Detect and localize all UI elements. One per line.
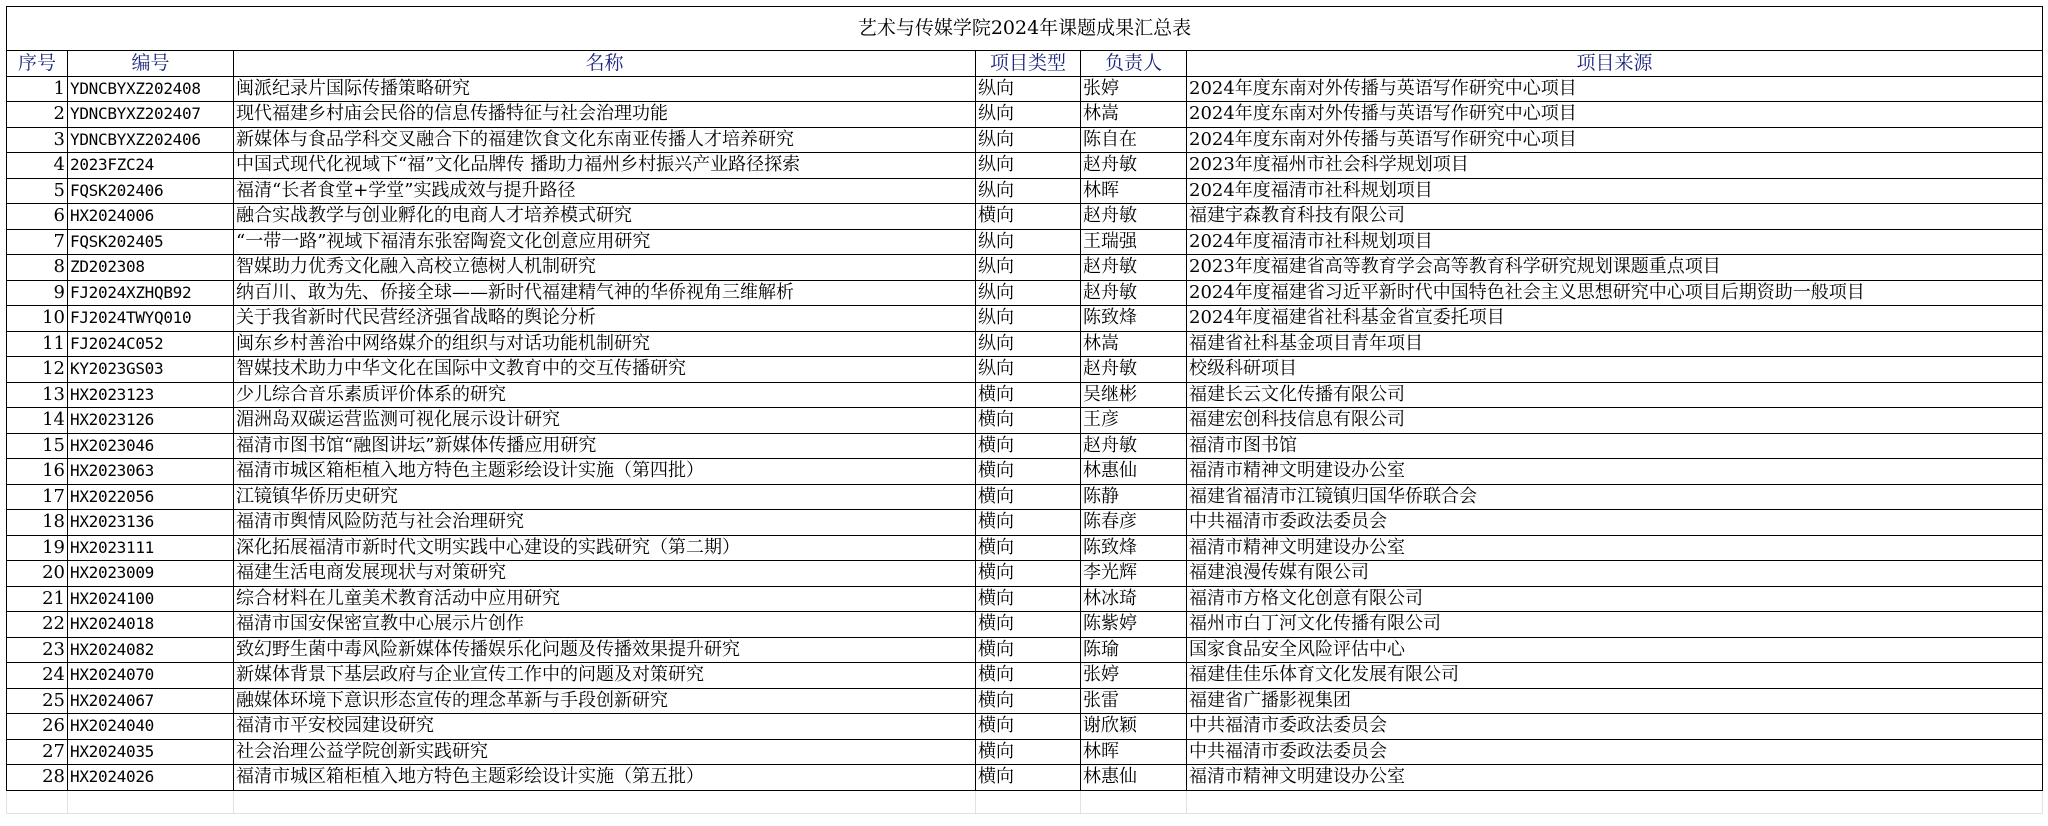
table-row (7, 204, 2043, 230)
cell-type: 横向 (976, 510, 1081, 536)
cell-name: 福清市城区箱柜植入地方特色主题彩绘设计实施（第四批） (234, 459, 976, 485)
cell-name: 新媒体背景下基层政府与企业宣传工作中的问题及对策研究 (234, 663, 976, 689)
table-row (7, 178, 2043, 204)
cell-type: 横向 (976, 459, 1081, 485)
cell-leader: 赵舟敏 (1081, 433, 1187, 459)
cell-type: 横向 (976, 433, 1081, 459)
cell-seq: 24 (7, 663, 68, 689)
cell-type: 纵向 (976, 357, 1081, 383)
cell-leader: 张雷 (1081, 688, 1187, 714)
cell-name: 关于我省新时代民营经济强省战略的舆论分析 (234, 306, 976, 332)
cell-seq: 5 (7, 178, 68, 204)
cell-source: 国家食品安全风险评估中心 (1187, 637, 2043, 663)
cell-leader: 王彦 (1081, 408, 1187, 434)
cell-leader: 林嵩 (1081, 102, 1187, 128)
table-row (7, 306, 2043, 332)
cell-source: 2024年度福建省社科基金省宣委托项目 (1187, 306, 2043, 332)
cell-code: HX2023009 (68, 561, 234, 587)
cell-code: HX2024040 (68, 714, 234, 740)
cell-source: 福清市图书馆 (1187, 433, 2043, 459)
cell-type: 纵向 (976, 255, 1081, 281)
cell-source: 2023年度福建省高等教育学会高等教育科学研究规划课题重点项目 (1187, 255, 2043, 281)
cell-code: HX2023136 (68, 510, 234, 536)
cell-source: 福建省广播影视集团 (1187, 688, 2043, 714)
cell-leader: 张婷 (1081, 663, 1187, 689)
cell-leader: 吴继彬 (1081, 382, 1187, 408)
cell-seq: 7 (7, 229, 68, 255)
table-row (7, 739, 2043, 765)
table-row (7, 153, 2043, 179)
header-source: 项目来源 (1187, 51, 2043, 77)
cell-name: 新媒体与食品学科交叉融合下的福建饮食文化东南亚传播人才培养研究 (234, 127, 976, 153)
cell-leader: 陈静 (1081, 484, 1187, 510)
cell-type: 横向 (976, 408, 1081, 434)
cell-code: YDNCBYXZ202407 (68, 102, 234, 128)
cell-source: 福清市精神文明建设办公室 (1187, 459, 2043, 485)
cell-name: 福建生活电商发展现状与对策研究 (234, 561, 976, 587)
cell-source: 2023年度福州市社会科学规划项目 (1187, 153, 2043, 179)
cell-code: FJ2024C052 (68, 331, 234, 357)
cell-code: HX2024018 (68, 612, 234, 638)
header-name: 名称 (234, 51, 976, 77)
cell-code: HX2024026 (68, 765, 234, 791)
cell-leader: 谢欣颖 (1081, 714, 1187, 740)
cell-name: 福清市平安校园建设研究 (234, 714, 976, 740)
cell-code: HX2023046 (68, 433, 234, 459)
table-row (7, 663, 2043, 689)
table-row (7, 382, 2043, 408)
cell-name: 社会治理公益学院创新实践研究 (234, 739, 976, 765)
cell-code: ZD202308 (68, 255, 234, 281)
cell-leader: 陈瑜 (1081, 637, 1187, 663)
cell-source: 2024年度福清市社科规划项目 (1187, 178, 2043, 204)
table-row (7, 331, 2043, 357)
cell-leader: 林晖 (1081, 178, 1187, 204)
cell-leader: 陈致烽 (1081, 535, 1187, 561)
cell-seq: 3 (7, 127, 68, 153)
table-row (7, 408, 2043, 434)
table-row (7, 637, 2043, 663)
cell-name: 福清市舆情风险防范与社会治理研究 (234, 510, 976, 536)
table-row (7, 229, 2043, 255)
cell-code: HX2023123 (68, 382, 234, 408)
cell-seq: 2 (7, 102, 68, 128)
cell-name: 深化拓展福清市新时代文明实践中心建设的实践研究（第二期） (234, 535, 976, 561)
cell-source: 2024年度东南对外传播与英语写作研究中心项目 (1187, 102, 2043, 128)
cell-type: 横向 (976, 382, 1081, 408)
cell-leader: 李光辉 (1081, 561, 1187, 587)
table-row (7, 535, 2043, 561)
cell-name: 融合实战教学与创业孵化的电商人才培养模式研究 (234, 204, 976, 230)
cell-code: YDNCBYXZ202406 (68, 127, 234, 153)
cell-source: 福建宏创科技信息有限公司 (1187, 408, 2043, 434)
cell-code: HX2023126 (68, 408, 234, 434)
cell-code: 2023FZC24 (68, 153, 234, 179)
empty-cell (976, 790, 1081, 813)
cell-code: FJ2024TWYQ010 (68, 306, 234, 332)
cell-seq: 21 (7, 586, 68, 612)
cell-leader: 林晖 (1081, 739, 1187, 765)
cell-source: 福州市白丁河文化传播有限公司 (1187, 612, 2043, 638)
cell-code: FQSK202405 (68, 229, 234, 255)
cell-source: 福建浪漫传媒有限公司 (1187, 561, 2043, 587)
cell-seq: 11 (7, 331, 68, 357)
cell-name: “一带一路”视域下福清东张窑陶瓷文化创意应用研究 (234, 229, 976, 255)
cell-type: 横向 (976, 612, 1081, 638)
cell-seq: 16 (7, 459, 68, 485)
cell-type: 横向 (976, 535, 1081, 561)
cell-type: 纵向 (976, 280, 1081, 306)
cell-code: HX2022056 (68, 484, 234, 510)
cell-leader: 陈致烽 (1081, 306, 1187, 332)
cell-name: 福清市城区箱柜植入地方特色主题彩绘设计实施（第五批） (234, 765, 976, 791)
cell-leader: 林冰琦 (1081, 586, 1187, 612)
cell-code: KY2023GS03 (68, 357, 234, 383)
table-row (7, 255, 2043, 281)
cell-type: 横向 (976, 688, 1081, 714)
table-row (7, 484, 2043, 510)
cell-source: 中共福清市委政法委员会 (1187, 510, 2043, 536)
empty-cell (1081, 790, 1187, 813)
table-row (7, 586, 2043, 612)
header-code: 编号 (68, 51, 234, 77)
cell-source: 校级科研项目 (1187, 357, 2043, 383)
cell-name: 现代福建乡村庙会民俗的信息传播特征与社会治理功能 (234, 102, 976, 128)
cell-leader: 王瑞强 (1081, 229, 1187, 255)
table-row (7, 561, 2043, 587)
cell-code: HX2023111 (68, 535, 234, 561)
cell-source: 福清市精神文明建设办公室 (1187, 765, 2043, 791)
cell-source: 2024年度福建省习近平新时代中国特色社会主义思想研究中心项目后期资助一般项目 (1187, 280, 2043, 306)
cell-type: 纵向 (976, 102, 1081, 128)
cell-seq: 18 (7, 510, 68, 536)
cell-source: 福建省福清市江镜镇归国华侨联合会 (1187, 484, 2043, 510)
cell-seq: 19 (7, 535, 68, 561)
cell-name: 纳百川、敢为先、侨接全球——新时代福建精气神的华侨视角三维解析 (234, 280, 976, 306)
cell-leader: 赵舟敏 (1081, 357, 1187, 383)
cell-seq: 23 (7, 637, 68, 663)
cell-leader: 赵舟敏 (1081, 280, 1187, 306)
header-type: 项目类型 (976, 51, 1081, 77)
cell-name: 湄洲岛双碳运营监测可视化展示设计研究 (234, 408, 976, 434)
cell-source: 2024年度东南对外传播与英语写作研究中心项目 (1187, 76, 2043, 102)
cell-source: 中共福清市委政法委员会 (1187, 714, 2043, 740)
cell-leader: 赵舟敏 (1081, 153, 1187, 179)
table-row (7, 102, 2043, 128)
cell-leader: 赵舟敏 (1081, 255, 1187, 281)
cell-name: 智媒技术助力中华文化在国际中文教育中的交互传播研究 (234, 357, 976, 383)
cell-source: 2024年度东南对外传播与英语写作研究中心项目 (1187, 127, 2043, 153)
cell-name: 致幻野生菌中毒风险新媒体传播娱乐化问题及传播效果提升研究 (234, 637, 976, 663)
table-body (7, 76, 2043, 813)
cell-seq: 13 (7, 382, 68, 408)
cell-leader: 林嵩 (1081, 331, 1187, 357)
cell-seq: 15 (7, 433, 68, 459)
table-row (7, 714, 2043, 740)
cell-seq: 28 (7, 765, 68, 791)
cell-code: HX2024035 (68, 739, 234, 765)
cell-source: 福清市方格文化创意有限公司 (1187, 586, 2043, 612)
cell-source: 2024年度福清市社科规划项目 (1187, 229, 2043, 255)
cell-leader: 张婷 (1081, 76, 1187, 102)
cell-code: HX2023063 (68, 459, 234, 485)
cell-leader: 赵舟敏 (1081, 204, 1187, 230)
cell-seq: 4 (7, 153, 68, 179)
cell-leader: 陈自在 (1081, 127, 1187, 153)
empty-cell (1187, 790, 2043, 813)
cell-name: 融媒体环境下意识形态宣传的理念革新与手段创新研究 (234, 688, 976, 714)
table-row (7, 459, 2043, 485)
table-row (7, 433, 2043, 459)
cell-seq: 25 (7, 688, 68, 714)
cell-leader: 陈紫婷 (1081, 612, 1187, 638)
cell-source: 福建长云文化传播有限公司 (1187, 382, 2043, 408)
cell-leader: 林惠仙 (1081, 459, 1187, 485)
cell-seq: 1 (7, 76, 68, 102)
cell-type: 横向 (976, 739, 1081, 765)
empty-cell (68, 790, 234, 813)
cell-type: 横向 (976, 714, 1081, 740)
empty-cell (7, 790, 68, 813)
cell-source: 福建宇森教育科技有限公司 (1187, 204, 2043, 230)
table-row (7, 127, 2043, 153)
cell-seq: 6 (7, 204, 68, 230)
table-row (7, 688, 2043, 714)
cell-type: 横向 (976, 663, 1081, 689)
cell-seq: 20 (7, 561, 68, 587)
cell-name: 中国式现代化视域下“福”文化品牌传 播助力福州乡村振兴产业路径探索 (234, 153, 976, 179)
table-row (7, 765, 2043, 791)
table-row (7, 612, 2043, 638)
cell-seq: 27 (7, 739, 68, 765)
empty-cell (234, 790, 976, 813)
cell-name: 福清“长者食堂+学堂”实践成效与提升路径 (234, 178, 976, 204)
cell-seq: 22 (7, 612, 68, 638)
results-summary-table (6, 6, 2043, 814)
cell-code: FQSK202406 (68, 178, 234, 204)
cell-type: 纵向 (976, 76, 1081, 102)
cell-type: 横向 (976, 561, 1081, 587)
cell-seq: 9 (7, 280, 68, 306)
cell-type: 纵向 (976, 153, 1081, 179)
cell-seq: 26 (7, 714, 68, 740)
cell-type: 纵向 (976, 229, 1081, 255)
title-row (7, 7, 2043, 51)
cell-type: 纵向 (976, 306, 1081, 332)
cell-code: HX2024082 (68, 637, 234, 663)
header-seq: 序号 (7, 51, 68, 77)
cell-type: 横向 (976, 204, 1081, 230)
cell-type: 纵向 (976, 127, 1081, 153)
cell-type: 横向 (976, 484, 1081, 510)
cell-source: 福建省社科基金项目青年项目 (1187, 331, 2043, 357)
cell-code: HX2024100 (68, 586, 234, 612)
cell-name: 闽东乡村善治中网络媒介的组织与对话功能机制研究 (234, 331, 976, 357)
cell-name: 少儿综合音乐素质评价体系的研究 (234, 382, 976, 408)
cell-name: 综合材料在儿童美术教育活动中应用研究 (234, 586, 976, 612)
cell-name: 闽派纪录片国际传播策略研究 (234, 76, 976, 102)
cell-name: 福清市图书馆“融图讲坛”新媒体传播应用研究 (234, 433, 976, 459)
cell-leader: 陈春彦 (1081, 510, 1187, 536)
cell-seq: 10 (7, 306, 68, 332)
cell-type: 横向 (976, 586, 1081, 612)
cell-type: 横向 (976, 765, 1081, 791)
cell-name: 福清市国安保密宣教中心展示片创作 (234, 612, 976, 638)
table-row (7, 280, 2043, 306)
cell-source: 福建佳佳乐体育文化发展有限公司 (1187, 663, 2043, 689)
cell-seq: 17 (7, 484, 68, 510)
cell-code: FJ2024XZHQB92 (68, 280, 234, 306)
cell-name: 智媒助力优秀文化融入高校立德树人机制研究 (234, 255, 976, 281)
cell-type: 纵向 (976, 178, 1081, 204)
sheet-title: 艺术与传媒学院2024年课题成果汇总表 (7, 7, 2043, 51)
cell-seq: 14 (7, 408, 68, 434)
table-row (7, 510, 2043, 536)
cell-leader: 林惠仙 (1081, 765, 1187, 791)
table-row (7, 357, 2043, 383)
cell-source: 福清市精神文明建设办公室 (1187, 535, 2043, 561)
cell-source: 中共福清市委政法委员会 (1187, 739, 2043, 765)
cell-code: HX2024070 (68, 663, 234, 689)
cell-code: HX2024067 (68, 688, 234, 714)
cell-seq: 12 (7, 357, 68, 383)
cell-code: YDNCBYXZ202408 (68, 76, 234, 102)
header-row (7, 51, 2043, 77)
table-row (7, 76, 2043, 102)
header-leader: 负责人 (1081, 51, 1187, 77)
cell-seq: 8 (7, 255, 68, 281)
cell-type: 纵向 (976, 331, 1081, 357)
empty-row (7, 790, 2043, 813)
cell-type: 横向 (976, 637, 1081, 663)
cell-code: HX2024006 (68, 204, 234, 230)
cell-name: 江镜镇华侨历史研究 (234, 484, 976, 510)
